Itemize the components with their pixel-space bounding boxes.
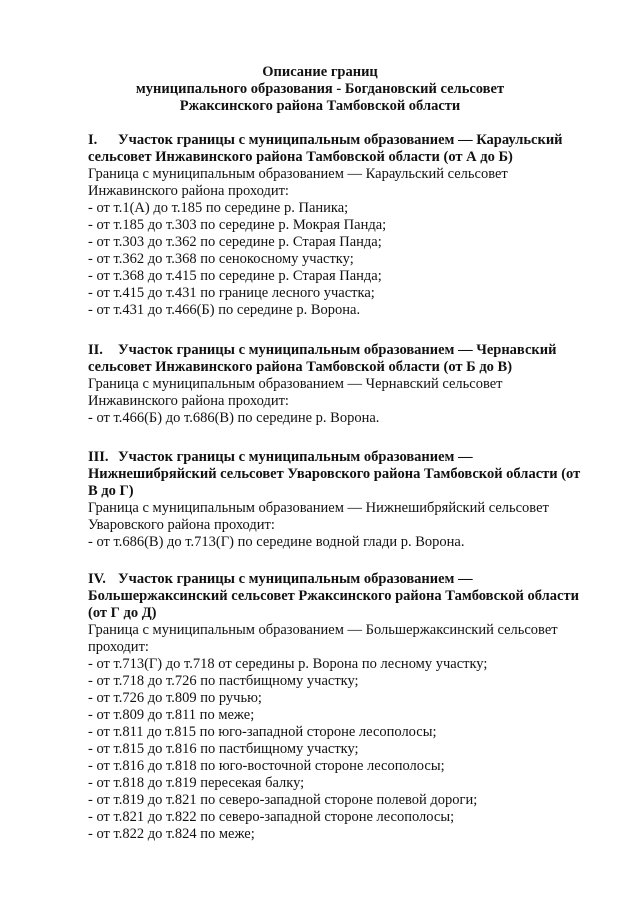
heading-line: Участок границы с муниципальным образованием — — [118, 449, 473, 465]
title-line: муниципального образования - Богдановский сельсовет — [135, 81, 505, 97]
list-item: - от т.815 до т.816 по пастбищному участку; — [88, 741, 359, 757]
section-body — [88, 166, 608, 319]
list-item: - от т.1(А) до т.185 по середине р. Паника; — [88, 200, 349, 216]
list-item: - от т.726 до т.809 по ручью; — [88, 690, 262, 706]
section-1 — [88, 132, 608, 319]
heading-line: (от Г до Д) — [88, 605, 157, 621]
list-item: - от т.811 до т.815 по юго-западной стороне лесополосы; — [88, 724, 437, 740]
title-line: Ржаксинского района Тамбовской области — [179, 98, 461, 114]
intro-line: Инжавинского района проходит: — [88, 183, 289, 199]
section-4 — [88, 571, 608, 843]
intro-line: Граница с муниципальным образованием — Большержаксинский сельсовет — [88, 622, 558, 638]
section-number: I. — [88, 132, 98, 148]
list-item: - от т.185 до т.303 по середине р. Мокрая Панда; — [88, 217, 387, 233]
list-item: - от т.816 до т.818 по юго-восточной стороне лесополосы; — [88, 758, 445, 774]
section-heading — [88, 342, 608, 376]
heading-line: Большержаксинский сельсовет Ржаксинского района Тамбовской области — [88, 588, 579, 604]
list-item: - от т.686(В) до т.713(Г) по середине водной глади р. Ворона. — [88, 534, 465, 550]
document-title — [0, 64, 640, 115]
list-item: - от т.819 до т.821 по северо-западной стороне полевой дороги; — [88, 792, 478, 808]
list-item: - от т.718 до т.726 по пастбищному участку; — [88, 673, 359, 689]
list-item: - от т.466(Б) до т.686(В) по середине р. Ворона. — [88, 410, 380, 426]
heading-line: Участок границы с муниципальным образованием — — [118, 571, 473, 587]
list-item: - от т.818 до т.819 пересекая балку; — [88, 775, 305, 791]
section-number: II. — [88, 342, 103, 358]
section-body — [88, 376, 608, 427]
section-2 — [88, 342, 608, 427]
list-item: - от т.362 до т.368 по сенокосному участку; — [88, 251, 354, 267]
heading-line: сельсовет Инжавинского района Тамбовской области (от А до Б) — [88, 149, 513, 165]
list-item: - от т.303 до т.362 по середине р. Старая Панда; — [88, 234, 382, 250]
heading-line: Участок границы с муниципальным образованием — Чернавский — [118, 342, 557, 358]
heading-line: Участок границы с муниципальным образованием — Караульский — [118, 132, 563, 148]
section-3 — [88, 449, 608, 551]
list-item: - от т.809 до т.811 по меже; — [88, 707, 255, 723]
heading-line: Нижнешибряйский сельсовет Уваровского района Тамбовской области (от — [88, 466, 581, 482]
section-number: III. — [88, 449, 109, 465]
intro-line: Граница с муниципальным образованием — Чернавский сельсовет — [88, 376, 503, 392]
list-item: - от т.431 до т.466(Б) по середине р. Ворона. — [88, 302, 361, 318]
intro-line: Инжавинского района проходит: — [88, 393, 289, 409]
section-body — [88, 622, 608, 843]
section-heading — [88, 449, 608, 500]
title-line: Описание границ — [262, 64, 378, 80]
list-item: - от т.368 до т.415 по середине р. Старая Панда; — [88, 268, 382, 284]
heading-line: сельсовет Инжавинского района Тамбовской области (от Б до В) — [88, 359, 513, 375]
list-item: - от т.713(Г) до т.718 от середины р. Ворона по лесному участку; — [88, 656, 488, 672]
heading-line: В до Г) — [88, 483, 134, 499]
section-heading — [88, 132, 608, 166]
intro-line: Граница с муниципальным образованием — Караульский сельсовет — [88, 166, 508, 182]
section-body — [88, 500, 608, 551]
intro-line: проходит: — [88, 639, 149, 655]
intro-line: Граница с муниципальным образованием — Нижнешибряйский сельсовет — [88, 500, 549, 516]
intro-line: Уваровского района проходит: — [88, 517, 275, 533]
section-number: IV. — [88, 571, 106, 587]
list-item: - от т.822 до т.824 по меже; — [88, 826, 255, 842]
list-item: - от т.415 до т.431 по границе лесного участка; — [88, 285, 375, 301]
list-item: - от т.821 до т.822 по северо-западной стороне лесополосы; — [88, 809, 455, 825]
section-heading — [88, 571, 608, 622]
